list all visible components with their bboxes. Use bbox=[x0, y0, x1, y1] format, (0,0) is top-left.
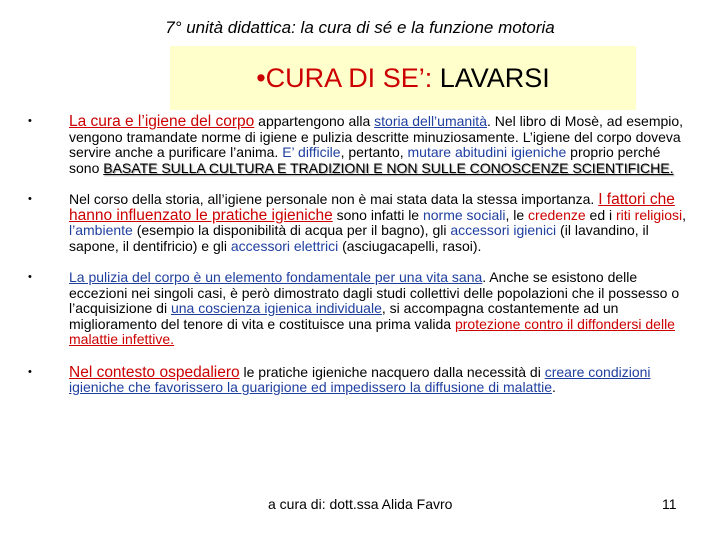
bullet-span: BASATE SULLA CULTURA E TRADIZIONI E NON SULLE CONOSCENZE SCIENTIFICHE. bbox=[103, 159, 674, 176]
bullet-span: accessori elettrici bbox=[230, 237, 339, 254]
bullet-span: , pertanto, bbox=[340, 144, 408, 160]
header-title: 7° unità didattica: la cura di sé e la funzione motoria bbox=[165, 18, 555, 37]
bullet-span: La cura e l’igiene del corpo bbox=[69, 113, 255, 130]
bullet-span: Nel corso della storia, all’igiene personale non è mai stata data la stessa importanza. bbox=[69, 191, 599, 207]
bullet-span: sono infatti le bbox=[332, 206, 423, 223]
bullet-list bbox=[28, 114, 688, 396]
bullet-span: I fattori che hanno influenzato le pratiche igieniche bbox=[69, 191, 675, 224]
bullet-span: storia dell’umanità bbox=[374, 113, 487, 129]
bullet-item-3 bbox=[28, 270, 688, 348]
bullet-span: credenze bbox=[528, 206, 586, 223]
bullet-span: Nel contesto ospedaliero bbox=[69, 363, 240, 381]
slide-title-box bbox=[170, 46, 636, 110]
bullet-span: riti religiosi bbox=[616, 206, 683, 223]
bullet-marker: • bbox=[28, 365, 32, 378]
bullet-span: l’ambiente bbox=[69, 222, 133, 238]
bullet-marker: • bbox=[28, 193, 32, 205]
slide-title bbox=[256, 63, 550, 94]
bullet-span: (esempio la disponibilità di acqua per il bagno), gli bbox=[132, 222, 451, 238]
bullet-span: , bbox=[682, 206, 687, 223]
bullet-span: , le bbox=[505, 206, 529, 223]
bullet-span: mutare abitudini igieniche bbox=[407, 144, 567, 160]
bullet-text bbox=[69, 114, 688, 176]
bullet-span: ed i bbox=[585, 206, 616, 223]
bullet-item-2 bbox=[28, 192, 688, 254]
bullet-span: . Anche se esistono delle eccezioni nei singoli casi, è però dimostrato dagli studi collettivi delle popolazioni che il possesso o l’acquisizione di bbox=[69, 269, 680, 316]
bullet-span: le pratiche igieniche nacquero dalla necessità di bbox=[239, 363, 545, 380]
bullet-span: norme sociali bbox=[422, 206, 506, 223]
bullet-text bbox=[69, 365, 688, 396]
bullet-text bbox=[69, 270, 688, 348]
bullet-span: E’ difficile bbox=[282, 144, 341, 160]
title-bullet: • bbox=[256, 62, 266, 93]
page-number: 11 bbox=[662, 496, 677, 512]
bullet-span: La pulizia del corpo è un elemento fondamentale per una vita sana bbox=[69, 269, 483, 285]
bullet-span: (asciugacapelli, rasoi). bbox=[338, 237, 482, 254]
bullet-marker: • bbox=[28, 271, 32, 283]
bullet-span: accessori igienici bbox=[450, 222, 557, 238]
footer-author: a cura di: dott.ssa Alida Favro bbox=[268, 496, 453, 512]
bullet-span: , si accompagna costantemente ad un miglioramento del tenore di vita e costituisce una prima valida bbox=[69, 300, 619, 332]
bullet-span: . Nel libro di Mosè, ad esempio, vengono tramandate norme di igiene e pulizia descritte minuziosamente. L’igiene del corpo doveva servire anche a purificare l’anima. bbox=[69, 113, 684, 160]
bullet-text bbox=[69, 192, 688, 254]
bullet-item-4 bbox=[28, 365, 688, 396]
bullet-marker: • bbox=[28, 115, 32, 127]
title-part-2: LAVARSI bbox=[439, 62, 550, 93]
bullet-span: (il lavandino, il sapone, il dentifricio) e gli bbox=[69, 222, 649, 254]
bullet-span: una coscienza igienica individuale bbox=[170, 300, 382, 316]
bullet-span: creare condizioni igieniche che favorissero la guarigione ed impedissero la diffusione di malattie bbox=[69, 363, 651, 395]
bullet-span: proprio perché sono bbox=[69, 144, 661, 176]
bullet-span: protezione contro il diffondersi delle malattie infettive. bbox=[69, 315, 675, 347]
bullet-item-1 bbox=[28, 114, 688, 176]
bullet-span: . bbox=[552, 379, 556, 395]
bullet-span: appartengono alla bbox=[254, 113, 375, 129]
title-part-1: CURA DI SE’: bbox=[265, 62, 440, 93]
